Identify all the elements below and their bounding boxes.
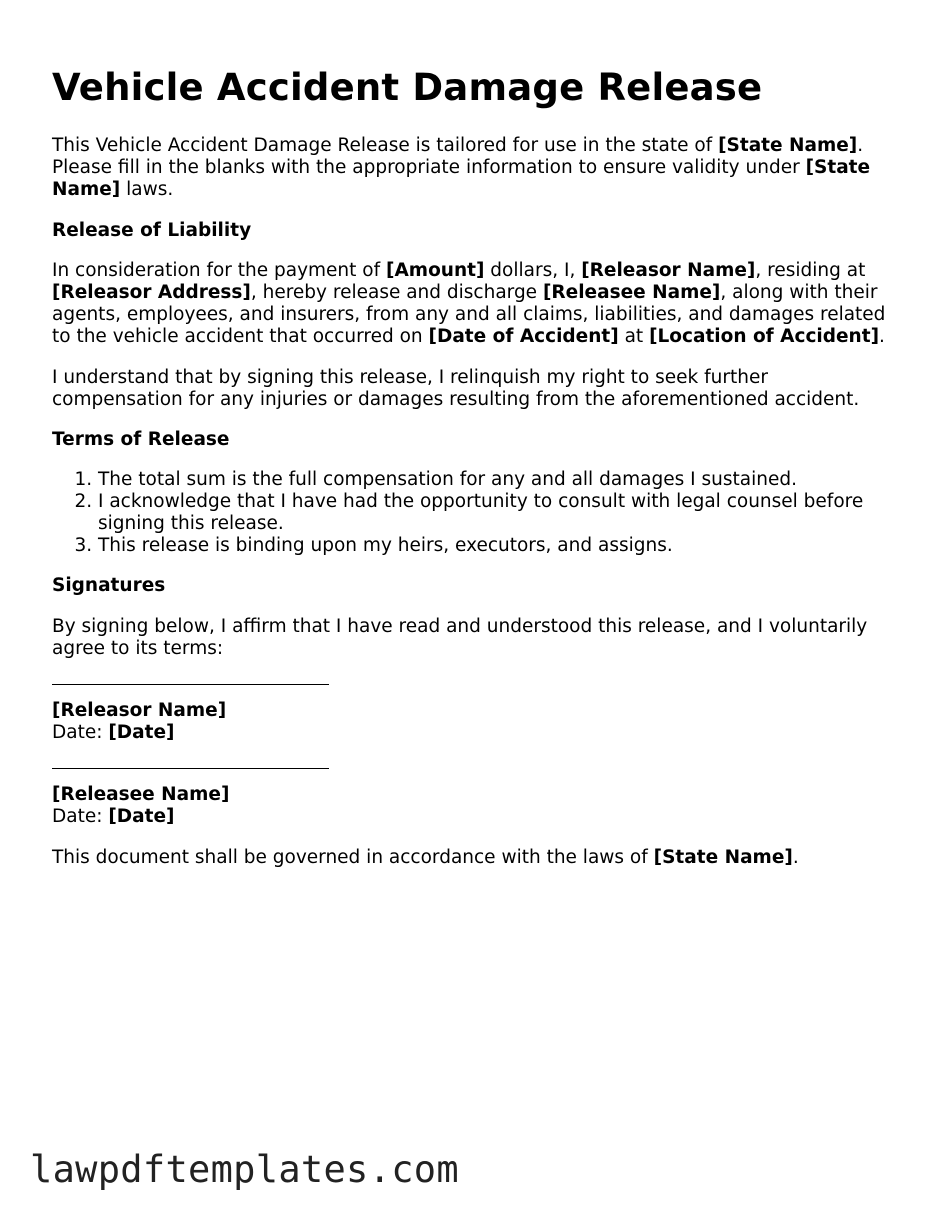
governing-law-paragraph — [52, 847, 892, 869]
date-placeholder: [Date] — [108, 806, 175, 827]
list-item: 1. The total sum is the full compensation for any and all damages I sustained. — [98, 469, 908, 491]
releasee-name-label: [Releasee Name] — [52, 784, 230, 805]
date-label: Date: — [52, 806, 109, 827]
governing-text-1: This document shall be governed in accordance with the laws of — [52, 847, 654, 868]
release-text-5: , along with their agents, employees, and insurers, from any and all claims, liabilities, and damages related to the vehicle accident that occurred on — [52, 282, 886, 347]
release-text-3: , residing at — [755, 260, 866, 281]
amount-placeholder: [Amount] — [386, 260, 485, 281]
terms-of-release-heading: Terms of Release — [52, 429, 230, 450]
releasor-signature-block — [52, 700, 226, 744]
release-text-4: , hereby release and discharge — [250, 282, 543, 303]
intro-text-1: This Vehicle Accident Damage Release is tailored for use in the state of — [52, 135, 719, 156]
release-text-2: dollars, I, — [484, 260, 582, 281]
signature-statement: By signing below, I affirm that I have read and understood this release, and I voluntarily agree to its terms: — [52, 616, 868, 659]
governing-text-2: . — [792, 847, 799, 868]
location-of-accident-placeholder: [Location of Accident] — [649, 326, 880, 347]
releasee-signature-block — [52, 784, 229, 828]
releasor-name-label: [Releasor Name] — [52, 700, 227, 721]
release-text-1: In consideration for the payment of — [52, 260, 387, 281]
state-name-placeholder: [State Name] — [718, 135, 858, 156]
release-text-6: at — [618, 326, 650, 347]
intro-text-3: laws. — [120, 179, 174, 200]
watermark-logo: lawpdftemplates.com — [30, 1148, 459, 1191]
date-placeholder: [Date] — [108, 722, 175, 743]
releasee-signature-line[interactable] — [52, 768, 329, 769]
date-label: Date: — [52, 722, 109, 743]
intro-paragraph — [52, 135, 892, 201]
releasor-name-placeholder: [Releasor Name] — [581, 260, 756, 281]
releasor-address-placeholder: [Releasor Address] — [52, 282, 251, 303]
release-text-7: . — [879, 326, 885, 347]
understanding-paragraph: I understand that by signing this release, I relinquish my right to seek further compensation for any injuries or damages resulting from the aforementioned accident. — [52, 367, 860, 410]
list-item: 2. I acknowledge that I have had the opportunity to consult with legal counsel before signing this release. — [98, 491, 908, 535]
state-name-placeholder: [State Name] — [52, 157, 871, 200]
release-paragraph — [52, 260, 887, 348]
intro-text-2: . Please fill in the blanks with the appropriate information to ensure validity under — [52, 135, 864, 178]
releasee-name-placeholder: [Releasee Name] — [542, 282, 721, 303]
releasor-signature-line[interactable] — [52, 684, 329, 685]
state-name-placeholder: [State Name] — [653, 847, 793, 868]
date-of-accident-placeholder: [Date of Accident] — [428, 326, 619, 347]
document-title: Vehicle Accident Damage Release — [52, 66, 763, 109]
signatures-heading: Signatures — [52, 575, 166, 596]
release-of-liability-heading: Release of Liability — [52, 220, 252, 241]
terms-list — [52, 469, 908, 557]
list-item: 3. This release is binding upon my heirs, executors, and assigns. — [98, 535, 908, 557]
